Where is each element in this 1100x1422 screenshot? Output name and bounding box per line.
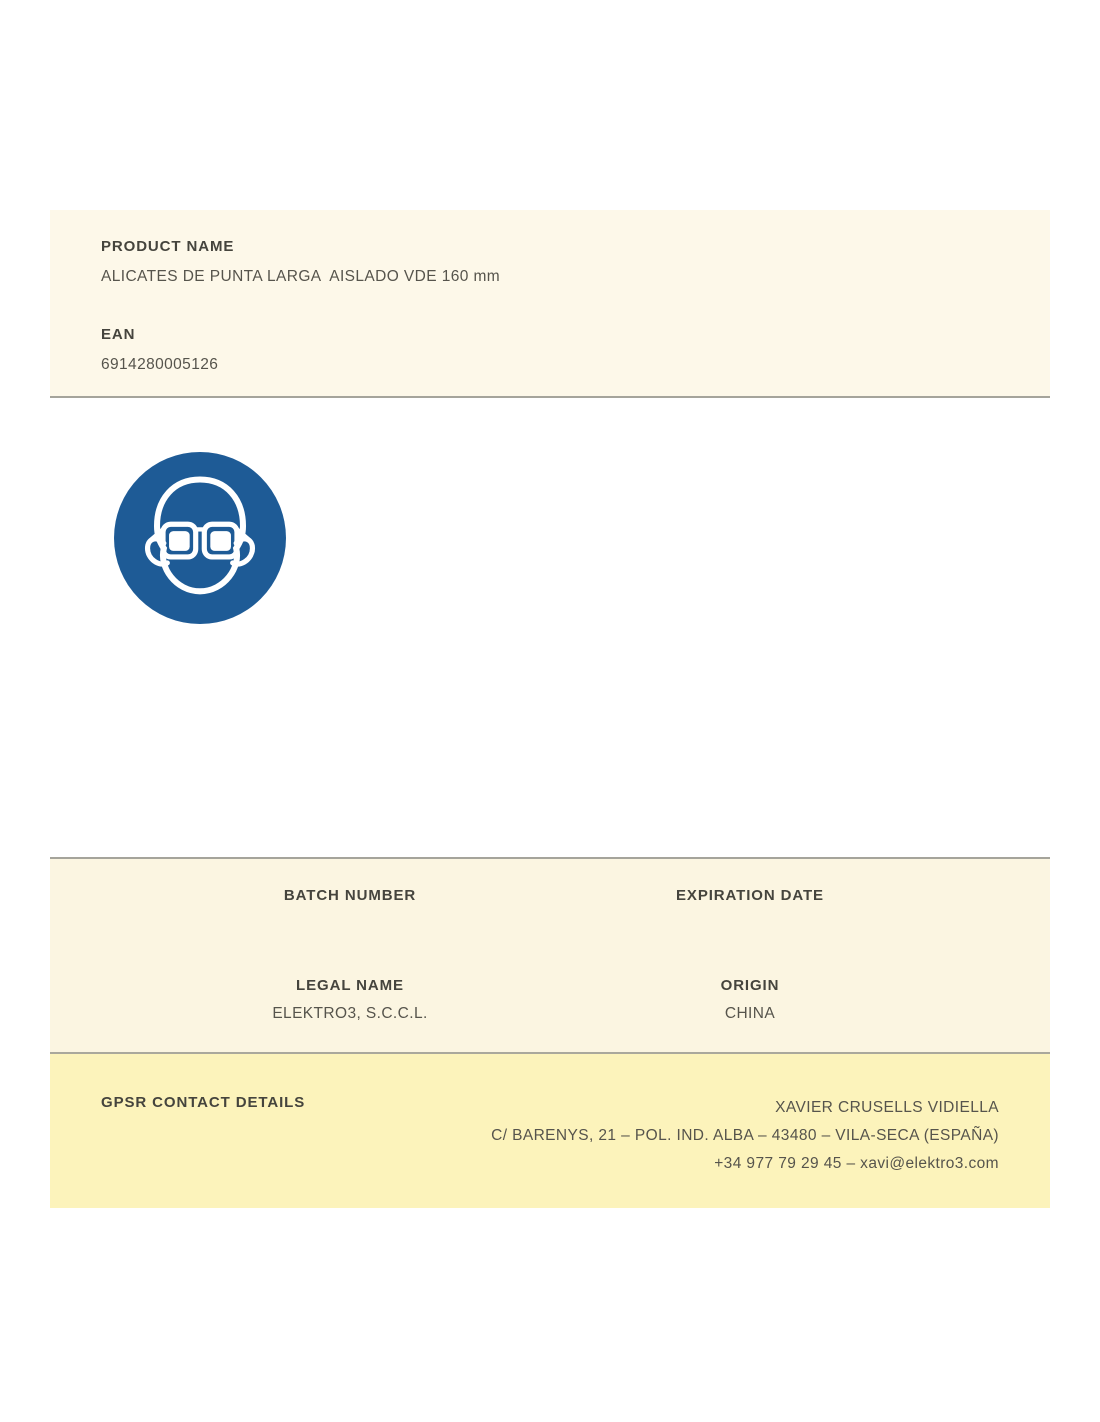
gpsr-contact-details-label: GPSR CONTACT DETAILS bbox=[101, 1094, 306, 1111]
ean-value: 6914280005126 bbox=[101, 356, 219, 373]
product-info-panel bbox=[50, 210, 1050, 398]
wear-eye-protection-icon bbox=[114, 452, 286, 624]
product-name-label: PRODUCT NAME bbox=[101, 238, 235, 255]
origin-label: ORIGIN bbox=[720, 977, 780, 994]
gpsr-contact-panel bbox=[50, 1054, 1050, 1208]
product-name-value: ALICATES DE PUNTA LARGA AISLADO VDE 160 mm bbox=[101, 268, 501, 285]
legal-name-label: LEGAL NAME bbox=[296, 977, 404, 994]
gpsr-contact-address: C/ BARENYS, 21 – POL. IND. ALBA – 43480 – VILA-SECA (ESPAÑA) bbox=[491, 1127, 999, 1144]
ean-label: EAN bbox=[101, 326, 136, 343]
legal-name-value: ELEKTRO3, S.C.C.L. bbox=[272, 1005, 428, 1022]
traceability-left-column bbox=[150, 887, 550, 1052]
gpsr-contact-block bbox=[491, 1094, 999, 1178]
gpsr-contact-name: XAVIER CRUSELLS VIDIELLA bbox=[775, 1099, 999, 1116]
traceability-right-column bbox=[550, 887, 950, 1052]
traceability-panel bbox=[50, 857, 1050, 1054]
gpsr-contact-phone-email: +34 977 79 29 45 – xavi@elektro3.com bbox=[714, 1155, 999, 1172]
expiration-date-label: EXPIRATION DATE bbox=[676, 887, 824, 904]
batch-number-label: BATCH NUMBER bbox=[283, 887, 417, 904]
origin-value: CHINA bbox=[724, 1005, 776, 1022]
